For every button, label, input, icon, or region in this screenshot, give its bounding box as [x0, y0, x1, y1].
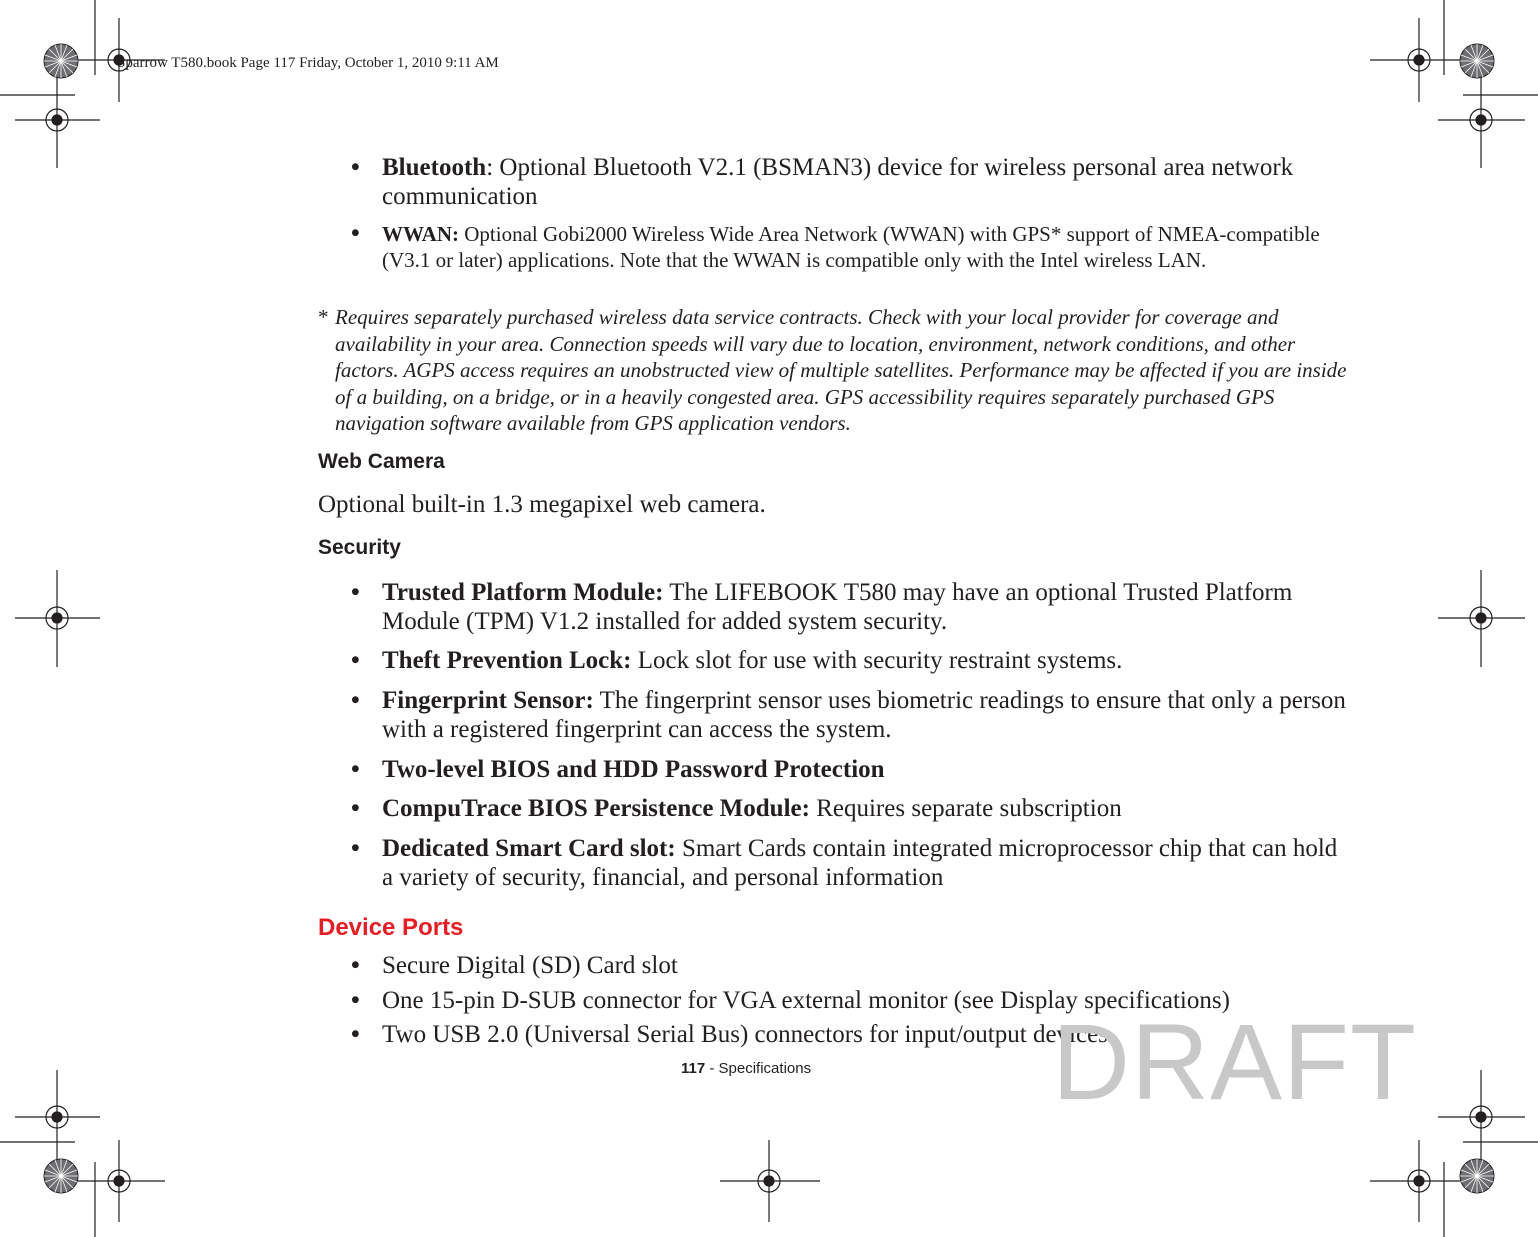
- crosshair-target-2: [1370, 18, 1460, 102]
- page-number: 117: [681, 1060, 706, 1077]
- bullet-text: Optional Gobi2000 Wireless Wide Area Network (WWAN) with GPS* support of NMEA-compatible (V3.1 or later) applications. Note that the WWAN is compatible only with the Intel wireless LAN.: [382, 222, 1320, 272]
- web-camera-text: Optional built-in 1.3 megapixel web camera.: [318, 491, 766, 518]
- bullet-label: Dedicated Smart Card slot:: [382, 835, 676, 862]
- bullet-text: Lock slot for use with security restraint systems.: [631, 647, 1123, 674]
- starburst-mark-top-left: [44, 44, 78, 78]
- crosshair-target-3: [15, 72, 100, 168]
- bullet-dot: •: [351, 1021, 360, 1048]
- crosshair-target-5: [15, 570, 100, 667]
- security-item: [351, 794, 1351, 823]
- bullet-label: Fingerprint Sensor:: [382, 687, 594, 714]
- bullet-dot: •: [351, 647, 360, 674]
- bullet-label: Theft Prevention Lock:: [382, 647, 632, 674]
- security-heading: Security: [318, 536, 401, 559]
- port-text: One 15-pin D-SUB connector for VGA external monitor (see Display specifications): [382, 987, 1230, 1014]
- crosshair-target-8: [1438, 1070, 1525, 1165]
- port-text: Two USB 2.0 (Universal Serial Bus) connectors for input/output devices: [382, 1021, 1108, 1048]
- security-item: [351, 755, 1351, 784]
- starburst-mark-bottom-right: [1460, 1159, 1494, 1193]
- bullet-dot: •: [351, 687, 360, 714]
- crosshair-target-4: [1438, 72, 1525, 168]
- bullet-label: CompuTrace BIOS Persistence Module:: [382, 795, 810, 822]
- draft-watermark: DRAFT: [1052, 1001, 1417, 1122]
- bullet-label: Trusted Platform Module:: [382, 579, 664, 606]
- footer-section: - Specifications: [705, 1060, 812, 1077]
- starburst-mark-bottom-left: [44, 1159, 78, 1193]
- bullet-dot: •: [351, 987, 360, 1014]
- crosshair-target-6: [1438, 570, 1525, 667]
- crosshair-target-7: [15, 1070, 100, 1165]
- footnote-asterisk: *: [318, 305, 329, 329]
- bullet-text: Smart Cards contain integrated microprocessor chip that can hold a variety of security, financial, and personal information: [382, 835, 1338, 891]
- bullet-dot: •: [351, 154, 360, 181]
- security-item: [351, 834, 1351, 892]
- bullet-label: WWAN:: [382, 222, 459, 246]
- security-item: [351, 578, 1351, 636]
- crosshair-target-10: [720, 1140, 820, 1222]
- device-ports-heading: Device Ports: [318, 914, 464, 941]
- bullet-dot: •: [351, 795, 360, 822]
- port-text: Secure Digital (SD) Card slot: [382, 952, 678, 979]
- bullet-dot: •: [351, 579, 360, 606]
- footnote-text: Requires separately purchased wireless data service contracts. Check with your local provider for coverage and availability in your area. Connection speeds will vary due to location, environment, network conditions, and other factors. AGPS access requires an unobstructed view of multiple satellites. Performance may be affected if you are inside of a building, on a bridge, or in a heavily congested area. GPS accessibility requires separately purchased GPS navigation software available from GPS application vendors.: [335, 305, 1347, 435]
- bullet-dot: •: [351, 220, 360, 247]
- bullet-text: Requires separate subscription: [809, 795, 1122, 822]
- crosshair-target-9: [75, 1140, 165, 1222]
- page-footer: [681, 1060, 811, 1077]
- starburst-mark-top-right: [1460, 44, 1494, 78]
- crosshair-target-11: [1370, 1140, 1460, 1222]
- bullet-text: The LIFEBOOK T580 may have an optional Trusted Platform Module (TPM) V1.2 installed for added system security.: [382, 579, 1293, 635]
- security-item: [351, 686, 1351, 744]
- bullet-label: Two-level BIOS and HDD Password Protection: [382, 756, 885, 783]
- bullet-dot: •: [351, 756, 360, 783]
- bullet-dot: •: [351, 835, 360, 862]
- bullet-wwan: [351, 221, 1351, 273]
- port-item: [351, 951, 1351, 980]
- security-item: [351, 646, 1351, 675]
- book-slug-line: Sparrow T580.book Page 117 Friday, October 1, 2010 9:11 AM: [117, 55, 499, 71]
- web-camera-heading: Web Camera: [318, 450, 445, 473]
- bullet-label: Bluetooth: [382, 154, 487, 181]
- bullet-dot: •: [351, 952, 360, 979]
- bullet-text: : Optional Bluetooth V2.1 (BSMAN3) device for wireless personal area network communication: [382, 154, 1294, 210]
- footnote: [318, 304, 1363, 437]
- bullet-text: The fingerprint sensor uses biometric readings to ensure that only a person with a registered fingerprint can access the system.: [382, 687, 1346, 743]
- bullet-bluetooth: [351, 153, 1351, 211]
